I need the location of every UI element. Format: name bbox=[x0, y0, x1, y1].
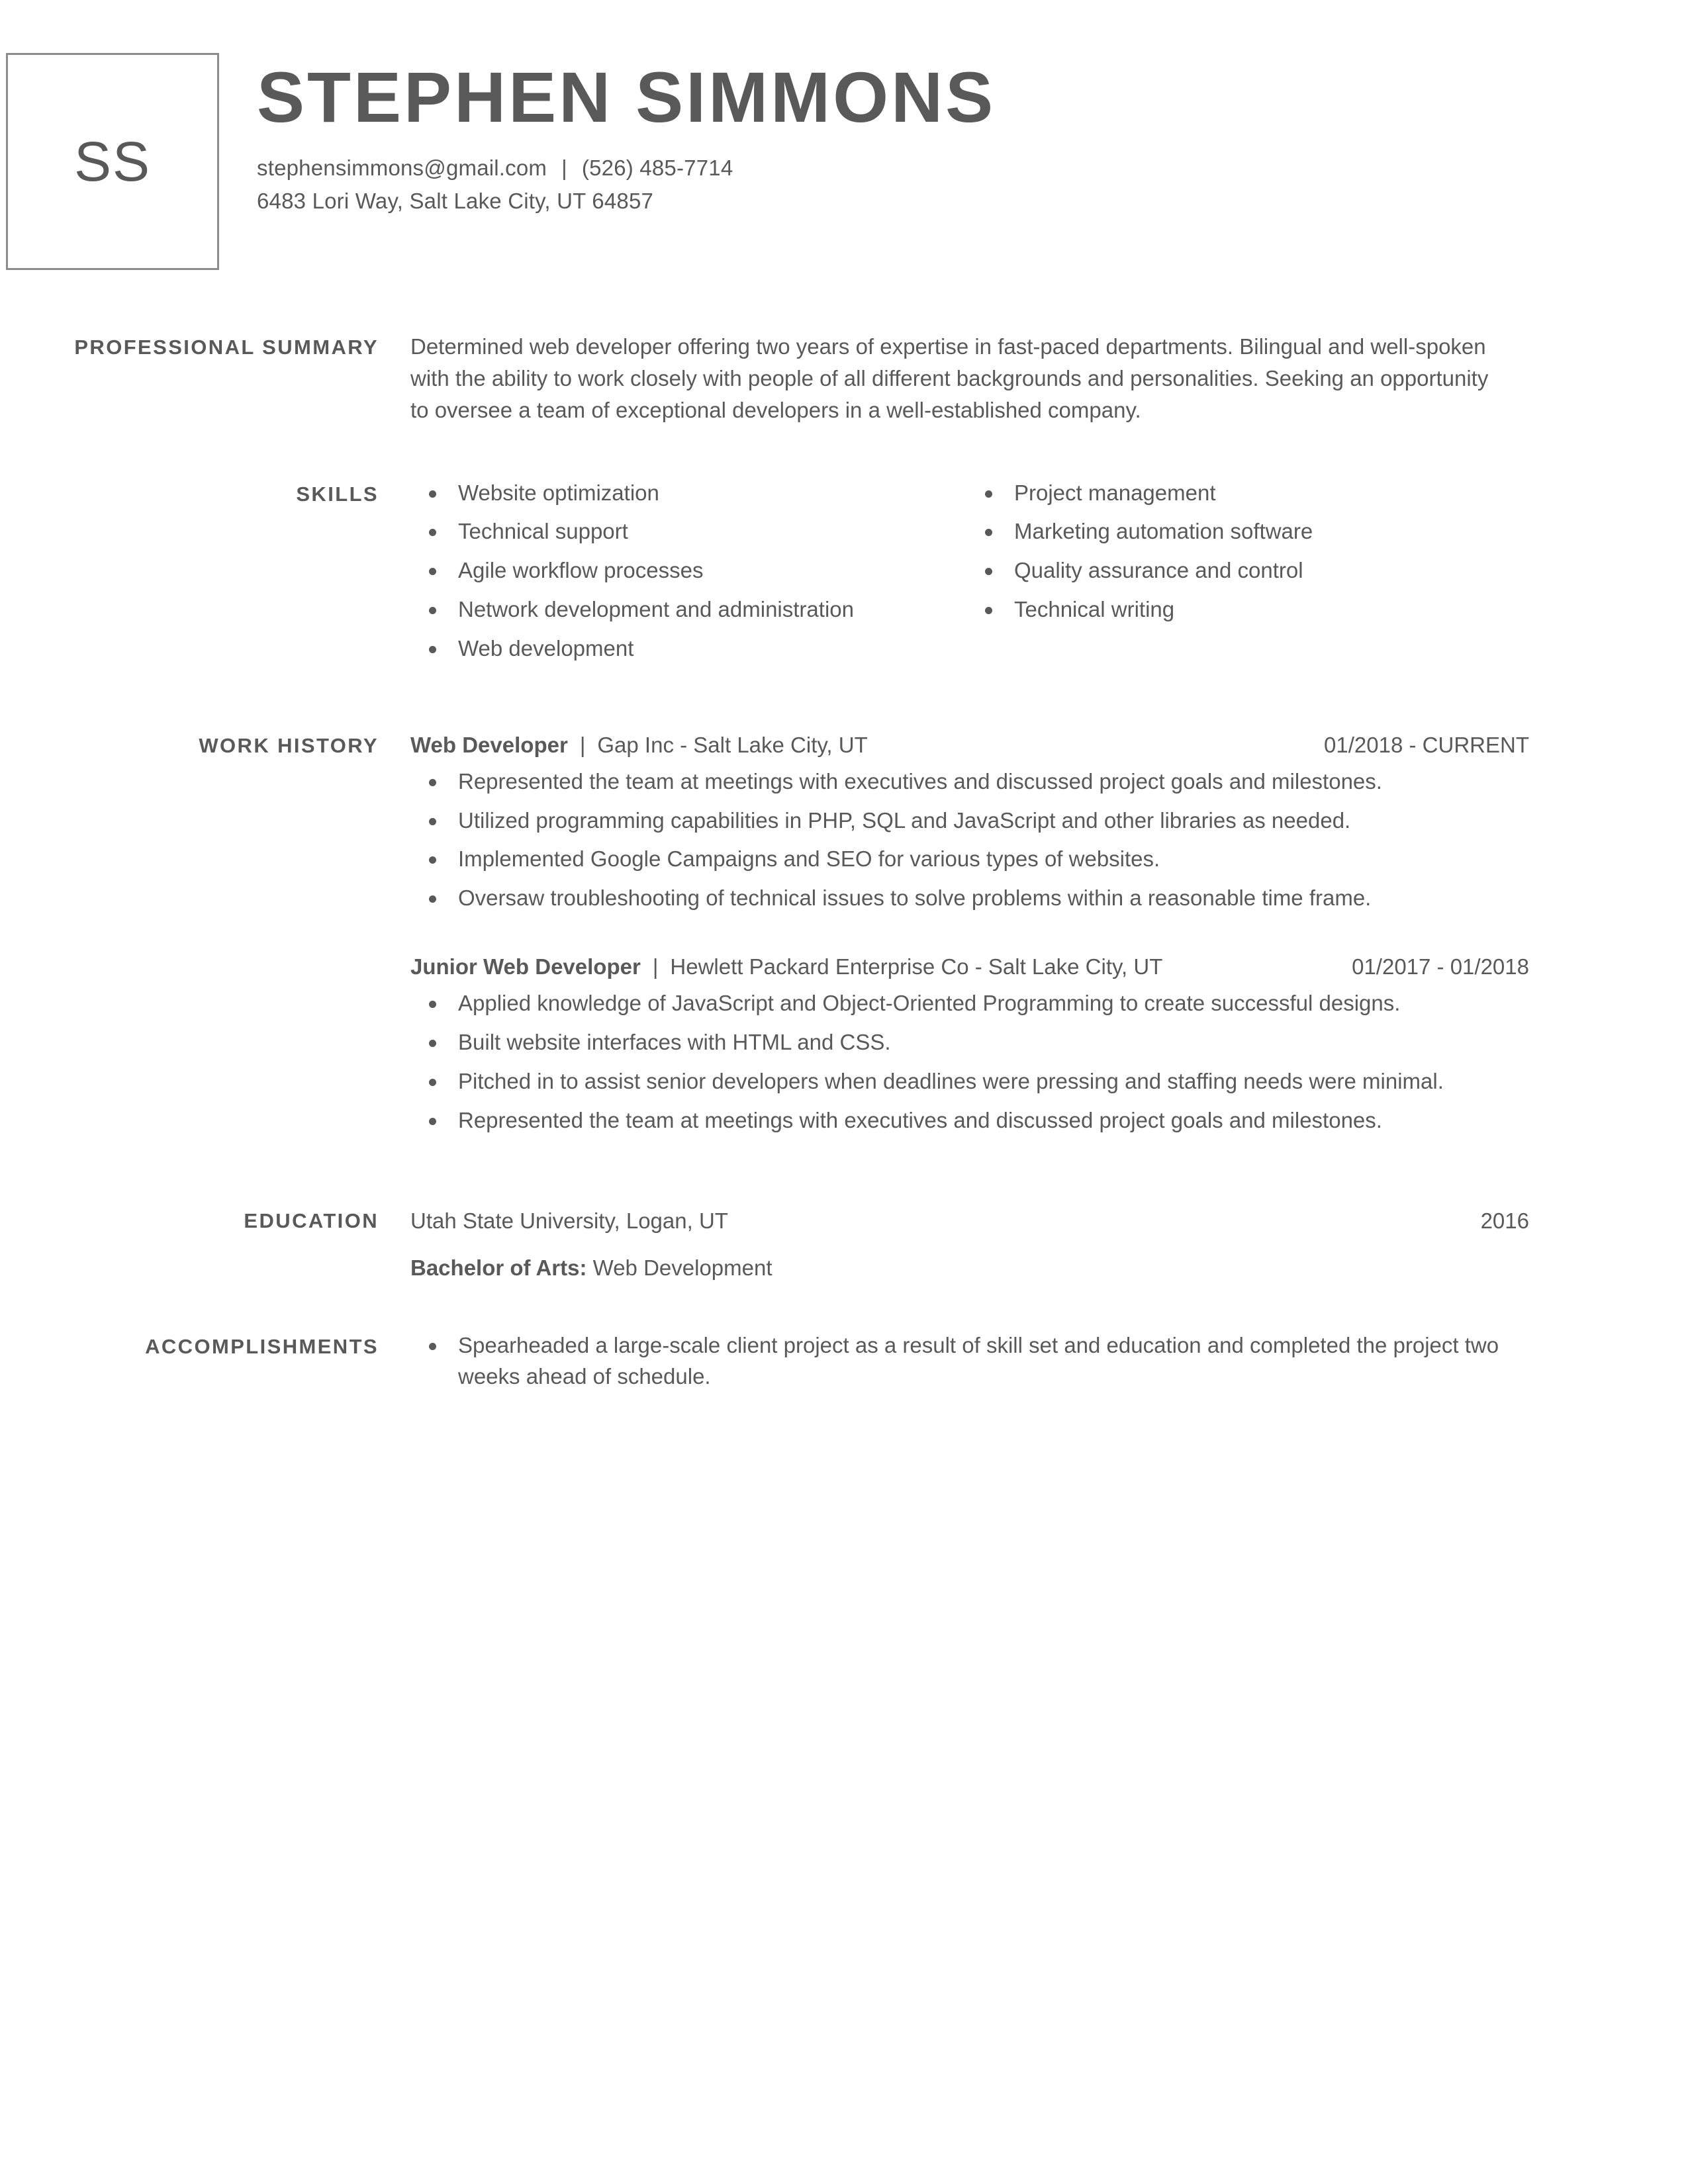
section-accomplishments bbox=[0, 1330, 1688, 1400]
list-item: Web development bbox=[410, 633, 914, 664]
list-item: Pitched in to assist senior developers when deadlines were pressing and staffing needs were minimal. bbox=[410, 1066, 1529, 1097]
section-label-work-history: WORK HISTORY bbox=[199, 733, 379, 757]
section-label-skills: SKILLS bbox=[296, 482, 379, 506]
job-title: Web Developer bbox=[410, 732, 568, 757]
list-item: Technical support bbox=[410, 516, 914, 547]
job-bullets bbox=[410, 766, 1529, 914]
job-company: Gap Inc - Salt Lake City, UT bbox=[597, 732, 868, 757]
page-title: STEPHEN SIMMONS bbox=[257, 57, 996, 137]
section-body-skills bbox=[410, 478, 1529, 672]
phone-text: (526) 485-7714 bbox=[581, 156, 733, 181]
list-item: Utilized programming capabilities in PHP, SQL and JavaScript and other libraries as needed. bbox=[410, 805, 1529, 837]
section-body-summary bbox=[410, 331, 1529, 426]
resume-header bbox=[0, 0, 1688, 270]
list-item: Represented the team at meetings with executives and discussed project goals and milestones. bbox=[410, 766, 1529, 797]
education-school-line bbox=[410, 1205, 1529, 1238]
section-skills bbox=[0, 478, 1688, 672]
list-item: Agile workflow processes bbox=[410, 555, 914, 586]
monogram-box bbox=[6, 53, 219, 270]
education-year: 2016 bbox=[1480, 1208, 1529, 1234]
header-details bbox=[225, 48, 996, 217]
section-education bbox=[0, 1205, 1688, 1283]
section-label-accomplishments: ACCOMPLISHMENTS bbox=[145, 1334, 379, 1358]
monogram-container bbox=[0, 48, 225, 270]
section-body-education bbox=[410, 1205, 1529, 1283]
education-degree-line bbox=[410, 1252, 1529, 1284]
section-body-accomplishments bbox=[410, 1330, 1529, 1400]
job-bullets bbox=[410, 988, 1529, 1136]
skills-column-right bbox=[966, 478, 1470, 672]
list-item: Oversaw troubleshooting of technical issues to solve problems within a reasonable time frame. bbox=[410, 883, 1529, 914]
education-degree-label: Bachelor of Arts: bbox=[410, 1255, 587, 1280]
contact-line-primary bbox=[257, 152, 996, 185]
skills-column-left bbox=[410, 478, 914, 672]
section-professional-summary bbox=[0, 331, 1688, 426]
section-label-summary: PROFESSIONAL SUMMARY bbox=[74, 336, 379, 359]
job-dates: 01/2018 - CURRENT bbox=[1324, 732, 1529, 757]
list-item: Quality assurance and control bbox=[966, 555, 1470, 586]
section-work-history bbox=[0, 729, 1688, 1144]
job-separator: | bbox=[579, 732, 586, 757]
list-item: Represented the team at meetings with executives and discussed project goals and milestones. bbox=[410, 1105, 1529, 1136]
skills-list-right bbox=[966, 478, 1470, 625]
list-item: Spearheaded a large-scale client project as a result of skill set and education and completed the project two weeks ahead of schedule. bbox=[410, 1330, 1529, 1392]
list-item: Network development and administration bbox=[410, 594, 914, 625]
skills-list-left bbox=[410, 478, 914, 664]
job-heading bbox=[410, 951, 1529, 983]
job-company: Hewlett Packard Enterprise Co - Salt Lake City, UT bbox=[670, 954, 1163, 979]
address-text: 6483 Lori Way, Salt Lake City, UT 64857 bbox=[257, 188, 654, 213]
job-separator: | bbox=[652, 954, 659, 979]
list-item: Implemented Google Campaigns and SEO for various types of websites. bbox=[410, 844, 1529, 875]
list-item: Technical writing bbox=[966, 594, 1470, 625]
contact-separator: | bbox=[561, 156, 567, 181]
list-item: Website optimization bbox=[410, 478, 914, 509]
job-title: Junior Web Developer bbox=[410, 954, 641, 979]
education-school: Utah State University, Logan, UT bbox=[410, 1208, 728, 1234]
list-item: Project management bbox=[966, 478, 1470, 509]
list-item: Built website interfaces with HTML and CSS. bbox=[410, 1027, 1529, 1058]
education-degree-field: Web Development bbox=[586, 1255, 773, 1280]
section-label-education: EDUCATION bbox=[244, 1209, 379, 1233]
job-dates: 01/2017 - 01/2018 bbox=[1352, 954, 1529, 979]
job-entry bbox=[410, 729, 1529, 914]
monogram-initials: SS bbox=[73, 130, 152, 193]
job-entry bbox=[410, 951, 1529, 1136]
accomplishments-list bbox=[410, 1330, 1529, 1392]
list-item: Applied knowledge of JavaScript and Object-Oriented Programming to create successful designs. bbox=[410, 988, 1529, 1019]
job-heading bbox=[410, 729, 1529, 761]
list-item: Marketing automation software bbox=[966, 516, 1470, 547]
email-text: stephensimmons@gmail.com bbox=[257, 156, 547, 181]
summary-text: Determined web developer offering two years of expertise in fast-paced departments. Bilingual and well-spoken with the ability to work closely with people of all different backgrounds and personalities. Seeking an opportunity to oversee a team of exceptional developers in a well-established company. bbox=[410, 334, 1489, 422]
section-body-work-history bbox=[410, 729, 1529, 1144]
